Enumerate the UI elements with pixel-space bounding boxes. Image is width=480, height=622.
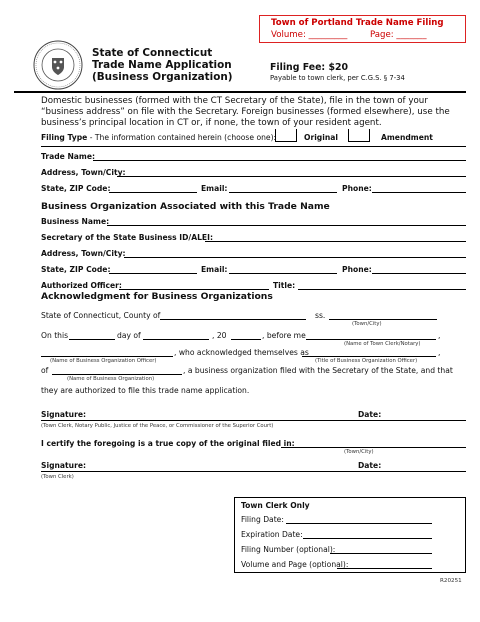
ack-county-field[interactable] [160, 319, 306, 320]
filing-type-label: Filing Type - The information contained herein (choose one): [41, 133, 277, 142]
clerk-volume-page-field[interactable] [337, 568, 432, 569]
ack-of-label: of [41, 366, 49, 375]
form-id: R20251 [440, 578, 462, 584]
sots-id-field[interactable] [205, 241, 466, 242]
town-filing-title: Town of Portland Trade Name Filing [271, 18, 444, 28]
signature-2-line[interactable] [41, 471, 466, 472]
title-line-2: Trade Name Application [92, 59, 232, 72]
org-email-field[interactable] [229, 273, 337, 274]
clerk-volume-page-label: Volume and Page (optional): [241, 560, 349, 569]
clerk-filing-number-label: Filing Number (optional): [241, 545, 336, 554]
ack-day-field[interactable] [69, 339, 115, 340]
ack-officer-name-caption: (Name of Business Organization Officer) [50, 358, 157, 364]
business-name-field[interactable] [107, 225, 466, 226]
ack-before-me-label: , before me [262, 331, 306, 340]
title-line-3: (Business Organization) [92, 71, 233, 84]
org-address-field[interactable] [124, 257, 466, 258]
ack-org-name-caption: (Name of Business Organization) [67, 376, 155, 382]
ack-day-of-label: day of [117, 331, 141, 340]
amendment-label: Amendment [381, 133, 433, 142]
date-2-label: Date: [358, 461, 382, 470]
certify-town-caption: (Town/City) [344, 449, 374, 455]
date-label: Date: [358, 410, 382, 419]
officer-title-field[interactable] [298, 289, 466, 290]
ack-year-prefix: , 20 [212, 331, 227, 340]
ack-section-heading: Acknowledgment for Business Organizations [41, 291, 273, 302]
original-label: Original [304, 133, 338, 142]
trade-email-field[interactable] [229, 192, 337, 193]
payable-note: Payable to town clerk, per C.G.S. § 7-34 [270, 74, 405, 82]
clerk-box-heading: Town Clerk Only [241, 501, 310, 510]
business-name-label: Business Name: [41, 217, 110, 226]
trade-state-zip-field[interactable] [109, 192, 197, 193]
certify-town-field[interactable] [281, 447, 466, 448]
officer-field[interactable] [119, 289, 269, 290]
ack-town-caption: (Town/City) [352, 321, 382, 327]
ack-year-field[interactable] [231, 339, 261, 340]
signature-label: Signature: [41, 410, 87, 419]
ack-county-label: State of Connecticut, County of [41, 311, 161, 320]
ack-officer-title-caption: (Title of Business Organization Officer) [315, 358, 418, 364]
ack-officer-name-field[interactable] [41, 356, 173, 357]
org-phone-label: Phone: [342, 265, 372, 274]
ack-town-field[interactable] [329, 319, 437, 320]
town-filing-page: Page: _______ [370, 30, 427, 40]
officer-title-label: Title: [273, 281, 296, 290]
signature-2-caption: (Town Clerk) [41, 474, 74, 480]
trade-name-field[interactable] [93, 160, 466, 161]
town-filing-box [259, 15, 466, 43]
ack-officer-title-field[interactable] [302, 356, 436, 357]
original-checkbox[interactable] [275, 129, 297, 142]
ack-on-this-label: On this [41, 331, 69, 340]
ack-who-label: , who acknowledged themselves as [174, 348, 309, 357]
sots-id-label: Secretary of the State Business ID/ALEI: [41, 233, 213, 242]
ack-ss-label: ss. [315, 311, 326, 320]
title-line-1: State of Connecticut [92, 47, 213, 59]
signature-line[interactable] [41, 420, 466, 421]
state-seal-icon [33, 40, 83, 90]
trade-address-label: Address, Town/City: [41, 168, 126, 177]
page-title [92, 47, 232, 84]
ack-authorized-text: they are authorized to file this trade name application. [41, 386, 250, 395]
trade-address-field[interactable] [117, 176, 466, 177]
clerk-expiration-label: Expiration Date: [241, 530, 303, 539]
town-filing-volume: Volume: _________ [271, 30, 348, 40]
trade-state-zip-label: State, ZIP Code: [41, 184, 111, 193]
org-phone-field[interactable] [372, 273, 466, 274]
org-email-label: Email: [201, 265, 228, 274]
trade-email-label: Email: [201, 184, 228, 193]
header-divider [14, 91, 466, 93]
ack-notary-field[interactable] [306, 339, 436, 340]
org-section-heading: Business Organization Associated with this Trade Name [41, 201, 330, 212]
ack-notary-caption: (Name of Town Clerk/Notary) [344, 341, 421, 347]
signature-2-label: Signature: [41, 461, 87, 470]
org-state-zip-label: State, ZIP Code: [41, 265, 111, 274]
amendment-checkbox[interactable] [348, 129, 370, 142]
trade-phone-label: Phone: [342, 184, 372, 193]
clerk-filing-date-label: Filing Date: [241, 515, 284, 524]
clerk-filing-date-field[interactable] [286, 523, 432, 524]
org-address-label: Address, Town/City: [41, 249, 126, 258]
filing-fee: Filing Fee: $20 [270, 62, 349, 73]
ack-filed-with-text: , a business organization filed with the Secretary of the State, and that [183, 366, 453, 375]
clerk-filing-number-field[interactable] [330, 553, 432, 554]
org-state-zip-field[interactable] [109, 273, 197, 274]
trade-name-label: Trade Name: [41, 152, 96, 161]
trade-phone-field[interactable] [372, 192, 466, 193]
ack-month-field[interactable] [143, 339, 209, 340]
ack-org-name-field[interactable] [52, 374, 182, 375]
ack-comma-2: , [438, 348, 441, 357]
officer-label: Authorized Officer: [41, 281, 122, 290]
ack-comma-1: , [438, 331, 441, 340]
clerk-expiration-field[interactable] [303, 538, 432, 539]
signature-caption: (Town Clerk, Notary Public, Justice of the Peace, or Commissioner of the Superior Court) [41, 423, 274, 429]
intro-paragraph: Domestic businesses (formed with the CT Secretary of the State), file in the town of your “business address” on file with the Secretary. Foreign businesses (formed elsewhere), use the business’s principal location in CT or, if none, the town of your resident agent. [41, 96, 450, 129]
filing-type-divider [41, 146, 466, 147]
certify-label: I certify the foregoing is a true copy of the original filed in: [41, 439, 295, 448]
